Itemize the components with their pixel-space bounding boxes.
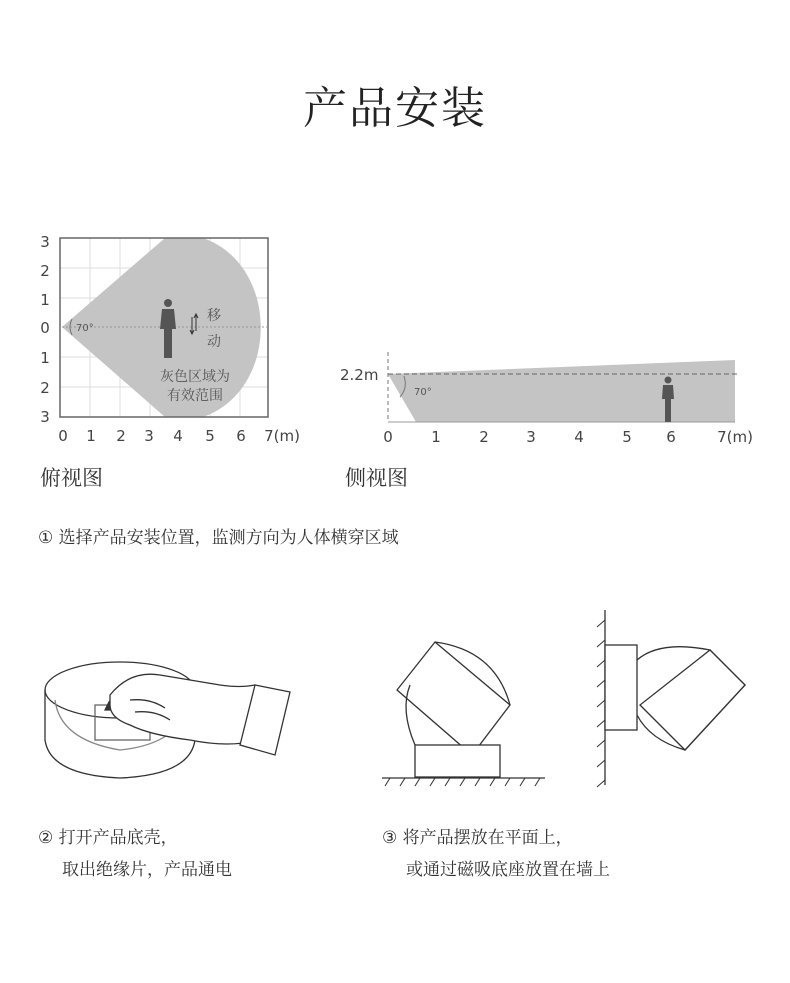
table-placement-illustration [380, 630, 550, 790]
svg-text:5: 5 [205, 427, 215, 445]
svg-text:1: 1 [40, 349, 50, 367]
open-base-illustration [40, 640, 300, 790]
svg-text:7(m): 7(m) [717, 428, 753, 446]
svg-text:动: 动 [207, 334, 221, 350]
step-2-line-2: 取出绝缘片，产品通电 [62, 860, 232, 880]
svg-text:6: 6 [666, 428, 676, 446]
side-view-caption: 侧视图 [345, 466, 408, 490]
top-view-diagram [30, 225, 320, 455]
svg-text:6: 6 [236, 427, 246, 445]
svg-text:70°: 70° [76, 323, 94, 334]
svg-text:0: 0 [58, 427, 68, 445]
svg-text:70°: 70° [414, 387, 432, 398]
svg-text:灰色区域为: 灰色区域为 [160, 369, 230, 385]
step-1-text: ① 选择产品安装位置，监测方向为人体横穿区域 [38, 528, 399, 548]
svg-text:2: 2 [40, 262, 50, 280]
svg-text:0: 0 [383, 428, 393, 446]
svg-text:2: 2 [479, 428, 489, 446]
step-2-line-1: ② 打开产品底壳， [38, 828, 178, 848]
svg-text:3: 3 [144, 427, 154, 445]
svg-text:2: 2 [116, 427, 126, 445]
svg-text:7(m): 7(m) [264, 427, 300, 445]
svg-text:3: 3 [40, 408, 50, 426]
svg-text:4: 4 [173, 427, 183, 445]
svg-text:1: 1 [86, 427, 96, 445]
svg-text:有效范围: 有效范围 [167, 388, 223, 404]
svg-text:2.2m: 2.2m [340, 366, 379, 384]
step-3-line-1: ③ 将产品摆放在平面上， [382, 828, 573, 848]
svg-text:1: 1 [40, 291, 50, 309]
side-view-diagram [330, 340, 770, 455]
svg-text:4: 4 [574, 428, 584, 446]
svg-text:5: 5 [622, 428, 632, 446]
step-3-line-2: 或通过磁吸底座放置在墙上 [406, 860, 610, 880]
coverage-area [388, 360, 735, 422]
page-title: 产品安装 [303, 83, 487, 134]
svg-text:0: 0 [40, 319, 50, 337]
svg-text:1: 1 [431, 428, 441, 446]
svg-text:移: 移 [207, 308, 221, 324]
svg-text:3: 3 [526, 428, 536, 446]
svg-text:2: 2 [40, 379, 50, 397]
wall-placement-illustration [590, 605, 760, 790]
top-view-caption: 俯视图 [40, 466, 103, 490]
svg-text:3: 3 [40, 233, 50, 251]
